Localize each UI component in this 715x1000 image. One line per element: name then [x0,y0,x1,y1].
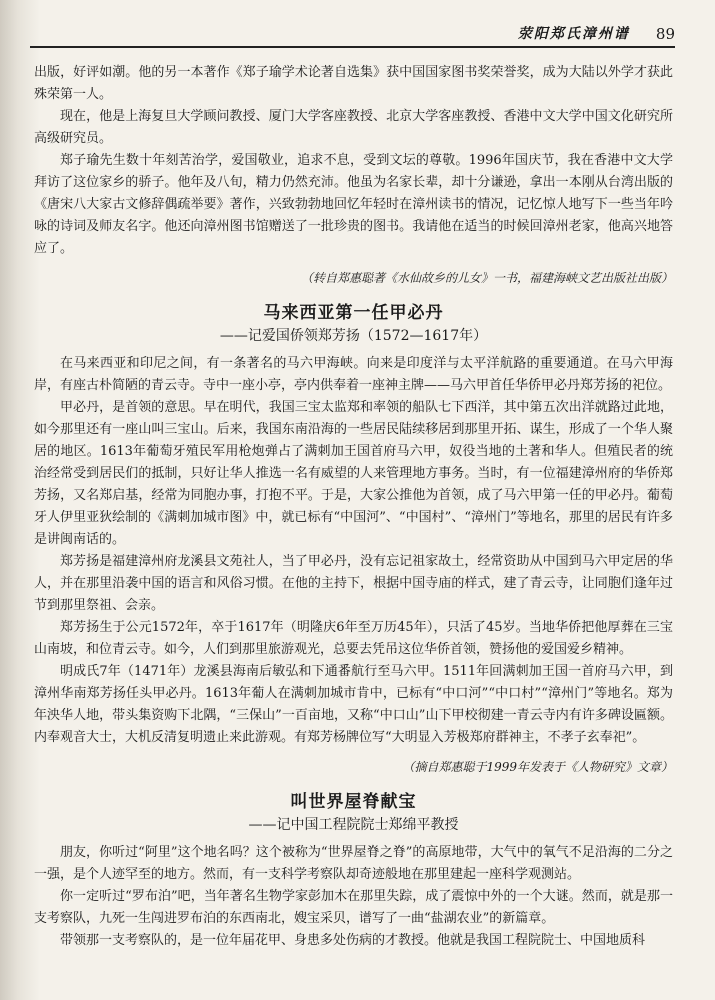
article-title: 马来西亚第一任甲必丹 [263,303,444,323]
source-note: （转自郑惠聪著《水仙故乡的儿女》一书，福建海峡文艺出版社出版） [300,271,673,285]
page-content [34,62,673,952]
paragraph: 出版，好评如潮。他的另一本著作《郑子瑜学术论著自选集》获中国国家图书奖荣誉奖，成为大陆以外学才获此殊荣第一人。 [34,65,673,102]
paragraph: 带领那一支考察队的，是一位年届花甲、身患多处伤病的才教授。他就是我国工程院院士、中国地质科 [60,933,646,948]
paragraph: 在马来西亚和印尼之间，有一条著名的马六甲海峡。向来是印度洋与太平洋航路的重要通道。在马六甲海岸，有座古朴简陋的青云寺。寺中一座小亭，亭内供奉着一座神主牌——马六甲首任华侨甲必丹郑芳扬的祀位。 [34,356,673,393]
article-subtitle: ——记爱国侨领郑芳扬（1572—1617年） [219,328,488,344]
paragraph: 郑芳扬是福建漳州府龙溪县文苑社人，当了甲必丹，没有忘记祖家故土，经常资助从中国到马六甲定居的华人，并在那里沿袭中国的语言和风俗习惯。在他的主持下，根据中国寺庙的样式，建了青云寺，让同胞们逢年过节到那里祭祖、会亲。 [34,554,673,613]
page-number: 89 [655,25,675,43]
article-title: 叫世界屋脊献宝 [290,792,417,812]
book-title: 荥阳郑氏漳州谱 [517,26,630,42]
paragraph: 郑芳扬生于公元1572年，卒于1617年（明隆庆6年至万历45年），只活了45岁。当地华侨把他厚葬在三宝山南坡，和位青云寺。如今，人们到那里旅游观光，总要去凭吊这位华侨首领，赞扬他的爱国爱乡精神。 [34,620,673,657]
paragraph: 明成氏7年（1471年）龙溪县海南后敏弘和下通番航行至马六甲。1511年回满刺加王国一首府马六甲，到漳州华南郑芳扬任头甲必丹。1613年葡人在满刺加城市肯中，已标有“中口河”“中口村”“漳州门”等地名。郑为年泱华人地，带头集资购下北隅，“三保山”一百亩地，又称“中口山”山下甲校彻建一青云寺内有许多碑设匾额。内奉观音大士，大机反清复明遗止来此游观。有郑芳杨牌位写“大明显入芳极郑府群神主，不孝子玄奉祀”。 [34,664,673,745]
source-note: （摘自郑惠聪于1999年发表于《人物研究》文章） [402,760,673,774]
paragraph: 你一定听过“罗布泊”吧，当年著名生物学家彭加木在那里失踪，成了震惊中外的一个大谜。然而，就是那一支考察队，九死一生闯进罗布泊的东西南北，嫂宝采贝，谱写了一曲“盐湖农业”的新篇章。 [34,889,673,926]
paragraph: 现在，他是上海复旦大学顾问教授、厦门大学客座教授、北京大学客座教授、香港中文大学中国文化研究所高级研究员。 [34,109,673,146]
page-header [30,18,675,48]
article-subtitle: ——记中国工程院院士郑绵平教授 [248,817,459,833]
paragraph: 甲必丹，是首领的意思。早在明代，我国三宝太监郑和率领的船队七下西洋，其中第五次出洋就路过此地，如今那里还有一座山叫三宝山。后来，我国东南沿海的一些居民陆续移居到那里开拓、谋生，形成了一个华人聚居的地区。1613年葡萄牙殖民军用枪炮弹占了满刺加王国首府马六甲，奴役当地的土著和华人。但殖民者的统治经常受到居民们的抵制，只好让华人推选一名有威望的人来管理地方事务。当时，有一位福建漳州府的华侨郑芳扬，又名郑启基，经常为同胞办事，打抱不平。于是，大家公推他为首领，成了马六甲第一任的甲必丹。葡萄牙人伊里亚狄绘制的《满刺加城市图》中，就已标有“中国河”、“中国村”、“漳州门”等地名，那里的居民有许多是讲闽南话的。 [34,400,673,547]
paragraph: 郑子瑜先生数十年刻苦治学，爱国敬业，追求不息，受到文坛的尊敬。1996年国庆节，我在香港中文大学拜访了这位家乡的骄子。他年及八旬，精力仍然充沛。他虽为名家长辈，却十分谦逊，拿出一本刚从台湾出版的《唐宋八大家古文修辞偶疏举要》著作，兴致勃勃地回忆年轻时在漳州读书的情况，记忆惊人地写下一些当年吟咏的诗词及师友名字。他还向漳州图书馆赠送了一批珍贵的图书。我请他在适当的时候回漳州老家，他高兴地答应了。 [34,153,673,256]
paragraph: 朋友，你听过“阿里”这个地名吗？这个被称为“世界屋脊之脊”的高原地带，大气中的氧气不足沿海的二分之一强，是个人迹罕至的地方。然而，有一支科学考察队却奇迹般地在那里建起一座科学观测站。 [34,845,673,882]
